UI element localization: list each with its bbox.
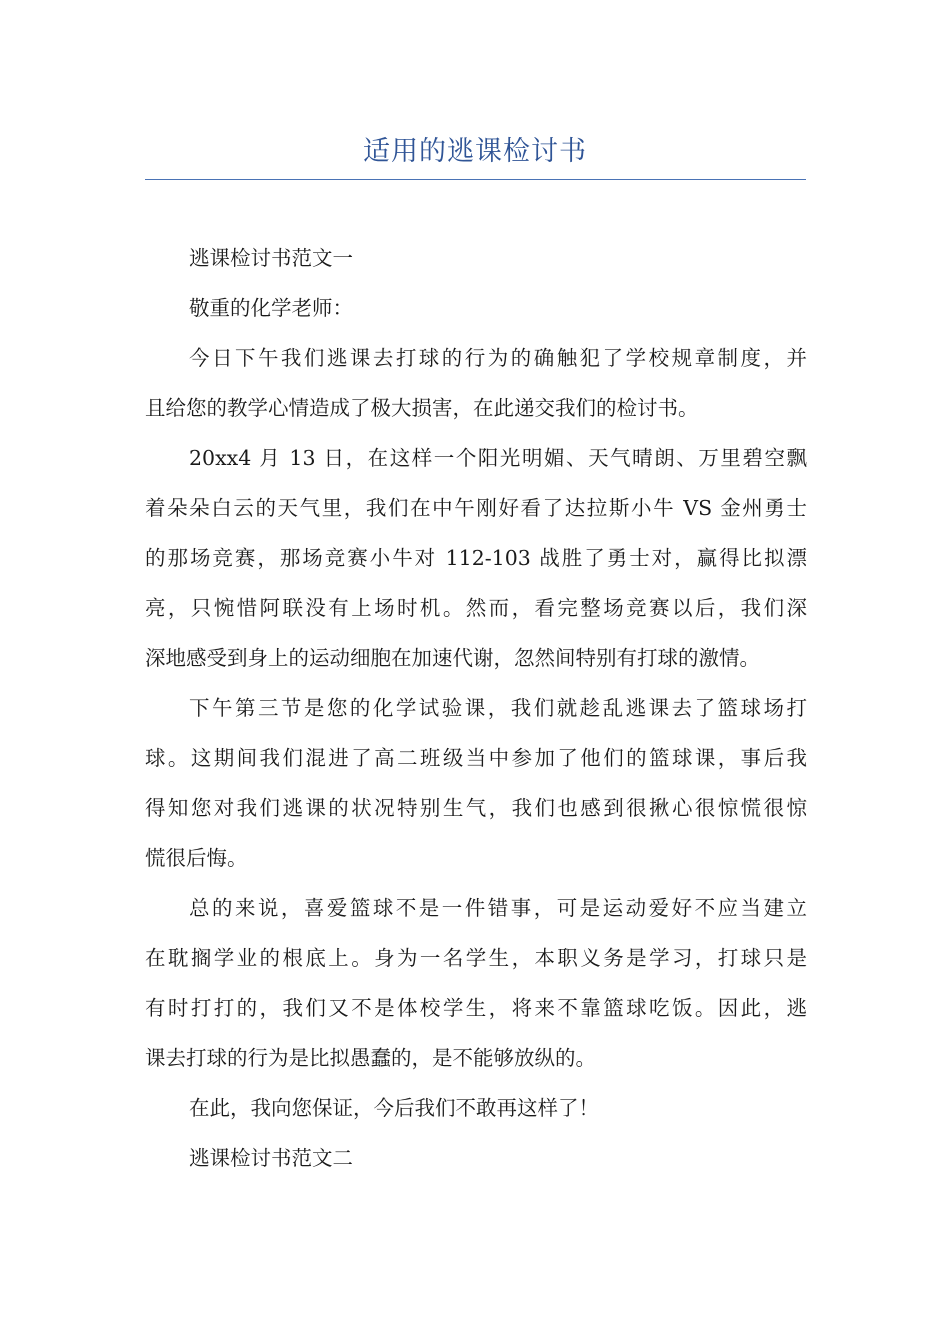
text-line: 20xx4 月 13 日，在这样一个阳光明媚、天气晴朗、万里碧空飘	[189, 446, 807, 470]
document-title: 适用的逃课检讨书	[363, 136, 587, 167]
section-heading-2	[145, 1133, 807, 1183]
paragraph	[145, 683, 807, 883]
salutation	[145, 283, 807, 333]
text-line: 下午第三节是您的化学试验课，我们就趁乱逃课去了篮球场打	[189, 696, 807, 720]
text-line: 敬重的化学老师：	[189, 296, 353, 320]
text-line: 得知您对我们逃课的状况特别生气，我们也感到很揪心很惊慌很惊	[145, 796, 807, 820]
text-line: 的那场竞赛，那场竞赛小牛对 112-103 战胜了勇士对，赢得比拟漂	[145, 546, 807, 570]
closing-promise	[145, 1083, 807, 1133]
text-line: 今日下午我们逃课去打球的行为的确触犯了学校规章制度，并	[189, 346, 807, 370]
text-line: 着朵朵白云的天气里，我们在中午刚好看了达拉斯小牛 VS 金州勇士	[145, 496, 807, 520]
text-line: 亮，只惋惜阿联没有上场时机。然而，看完整场竞赛以后，我们深	[145, 596, 807, 620]
text-line: 逃课检讨书范文二	[189, 1146, 353, 1170]
paragraph	[145, 333, 807, 433]
text-line: 有时打打的，我们又不是体校学生，将来不靠篮球吃饭。因此，逃	[145, 996, 807, 1020]
text-line: 在此，我向您保证，今后我们不敢再这样了！	[189, 1096, 599, 1120]
section-heading-1	[145, 233, 807, 283]
text-line: 在耽搁学业的根底上。身为一名学生，本职义务是学习，打球只是	[145, 946, 807, 970]
paragraph	[145, 883, 807, 1083]
text-line: 慌很后悔。	[145, 846, 248, 870]
text-line: 且给您的教学心情造成了极大损害，在此递交我们的检讨书。	[145, 396, 699, 420]
text-line: 总的来说，喜爱篮球不是一件错事，可是运动爱好不应当建立	[189, 896, 807, 920]
text-line: 深地感受到身上的运动细胞在加速代谢，忽然间特别有打球的激情。	[145, 646, 760, 670]
text-line: 课去打球的行为是比拟愚蠢的，是不能够放纵的。	[145, 1046, 596, 1070]
document-body	[145, 233, 807, 1183]
text-line: 逃课检讨书范文一	[189, 246, 353, 270]
title-underline	[145, 179, 806, 180]
paragraph	[145, 433, 807, 683]
text-line: 球。这期间我们混进了高二班级当中参加了他们的篮球课，事后我	[145, 746, 807, 770]
